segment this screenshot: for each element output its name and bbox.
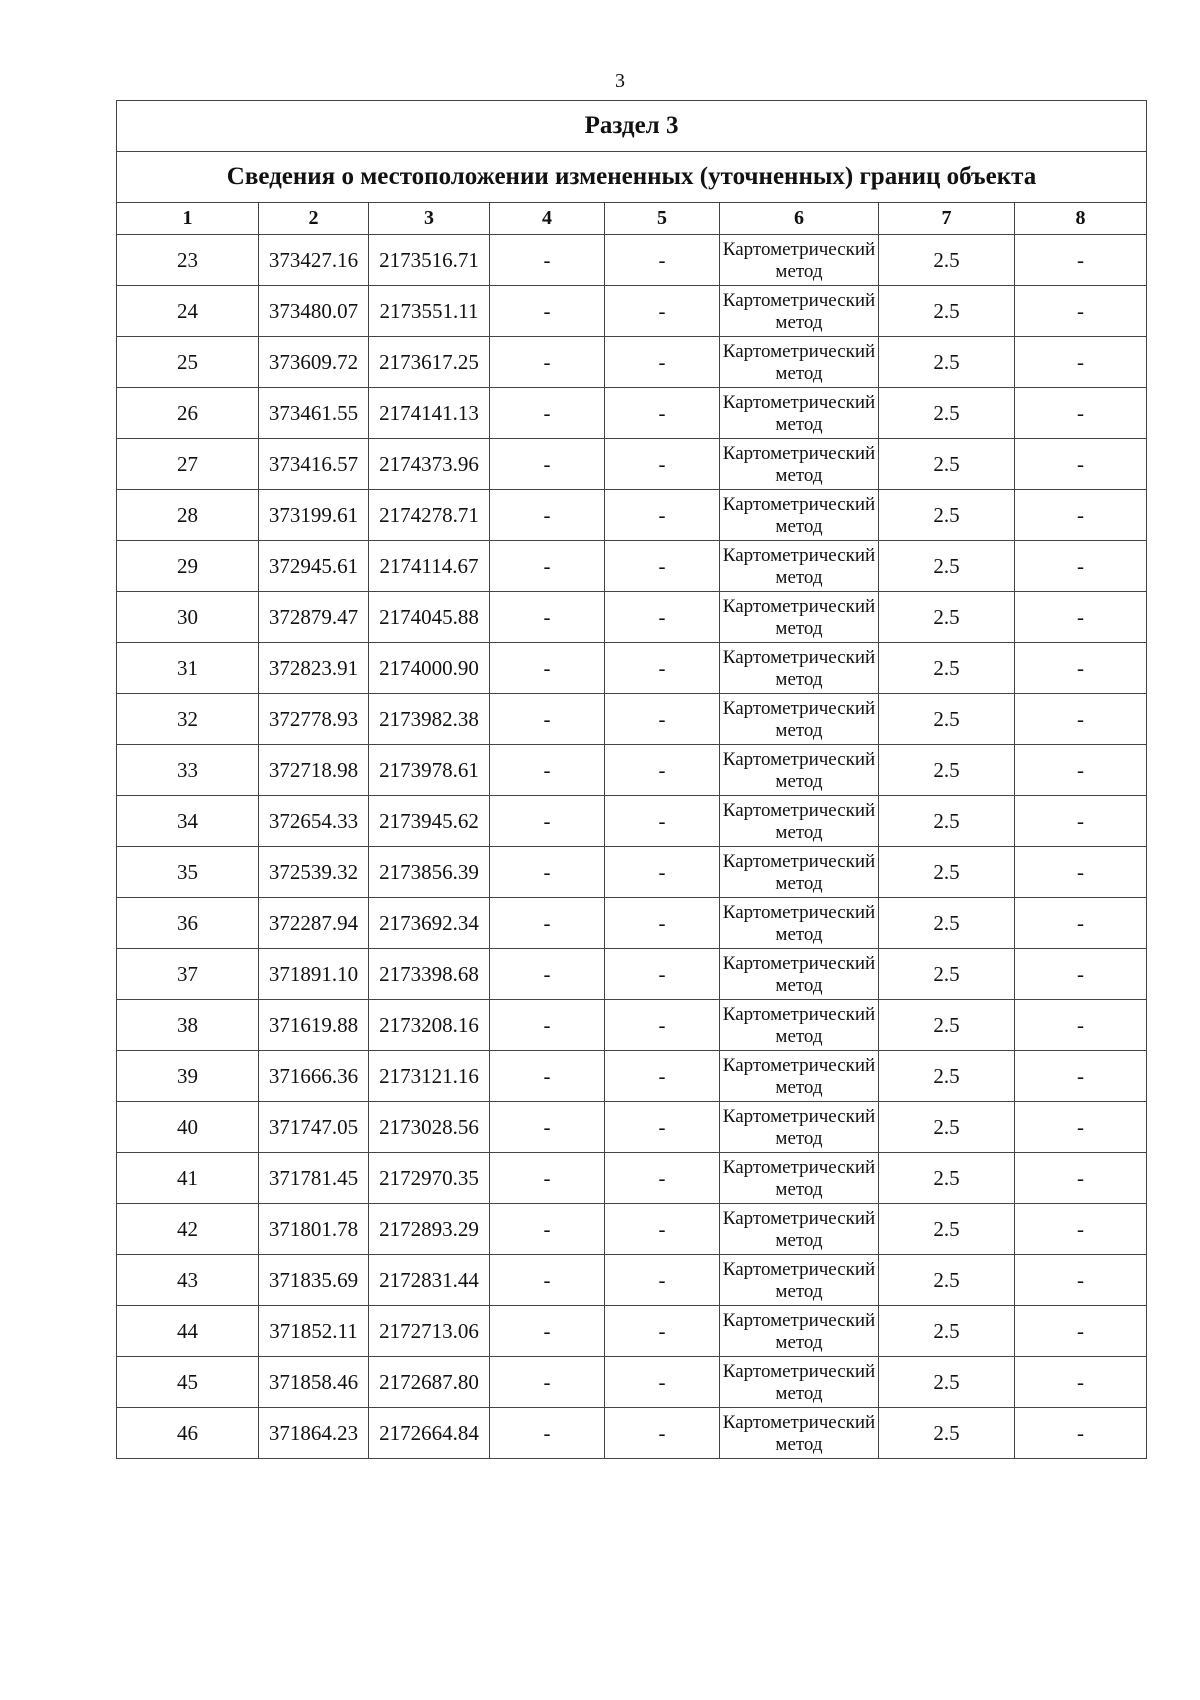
coord-x-cell: 373461.55 [259, 388, 369, 439]
col-5-cell: - [605, 337, 720, 388]
table-row [117, 949, 1147, 1000]
col-8-cell: - [1015, 490, 1147, 541]
point-number-cell: 30 [117, 592, 259, 643]
coord-x-cell: 371891.10 [259, 949, 369, 1000]
table-row [117, 1000, 1147, 1051]
table-row [117, 898, 1147, 949]
coord-x-cell: 371864.23 [259, 1408, 369, 1459]
col-5-cell: - [605, 1204, 720, 1255]
accuracy-cell: 2.5 [879, 898, 1015, 949]
coord-y-cell: 2172664.84 [369, 1408, 490, 1459]
method-cell: Картометрический метод [720, 1102, 879, 1153]
col-8-cell: - [1015, 1051, 1147, 1102]
accuracy-cell: 2.5 [879, 541, 1015, 592]
column-header-4: 4 [490, 203, 605, 235]
col-4-cell: - [490, 286, 605, 337]
accuracy-cell: 2.5 [879, 1306, 1015, 1357]
coord-y-cell: 2173982.38 [369, 694, 490, 745]
col-5-cell: - [605, 490, 720, 541]
col-4-cell: - [490, 541, 605, 592]
method-cell: Картометрический метод [720, 235, 879, 286]
table-row [117, 235, 1147, 286]
col-4-cell: - [490, 1204, 605, 1255]
coord-y-cell: 2174141.13 [369, 388, 490, 439]
method-cell: Картометрический метод [720, 643, 879, 694]
col-8-cell: - [1015, 1255, 1147, 1306]
col-4-cell: - [490, 1000, 605, 1051]
coord-y-cell: 2173516.71 [369, 235, 490, 286]
col-8-cell: - [1015, 592, 1147, 643]
column-header-8: 8 [1015, 203, 1147, 235]
table-row [117, 1051, 1147, 1102]
col-4-cell: - [490, 1153, 605, 1204]
point-number-cell: 31 [117, 643, 259, 694]
column-header-7: 7 [879, 203, 1015, 235]
coord-y-cell: 2173208.16 [369, 1000, 490, 1051]
method-cell: Картометрический метод [720, 1000, 879, 1051]
method-cell: Картометрический метод [720, 1153, 879, 1204]
method-cell: Картометрический метод [720, 1051, 879, 1102]
accuracy-cell: 2.5 [879, 1153, 1015, 1204]
point-number-cell: 23 [117, 235, 259, 286]
column-header-1: 1 [117, 203, 259, 235]
coord-x-cell: 373416.57 [259, 439, 369, 490]
coord-x-cell: 371619.88 [259, 1000, 369, 1051]
accuracy-cell: 2.5 [879, 286, 1015, 337]
accuracy-cell: 2.5 [879, 1000, 1015, 1051]
accuracy-cell: 2.5 [879, 796, 1015, 847]
col-8-cell: - [1015, 1306, 1147, 1357]
method-cell: Картометрический метод [720, 439, 879, 490]
table-row [117, 1408, 1147, 1459]
coord-x-cell: 371852.11 [259, 1306, 369, 1357]
table-row [117, 1204, 1147, 1255]
coord-y-cell: 2173028.56 [369, 1102, 490, 1153]
col-8-cell: - [1015, 745, 1147, 796]
col-5-cell: - [605, 388, 720, 439]
col-8-cell: - [1015, 643, 1147, 694]
method-cell: Картометрический метод [720, 1255, 879, 1306]
coord-y-cell: 2172687.80 [369, 1357, 490, 1408]
coord-x-cell: 373427.16 [259, 235, 369, 286]
column-header-6: 6 [720, 203, 879, 235]
column-header-3: 3 [369, 203, 490, 235]
col-4-cell: - [490, 490, 605, 541]
col-8-cell: - [1015, 1408, 1147, 1459]
col-5-cell: - [605, 796, 720, 847]
coord-y-cell: 2173856.39 [369, 847, 490, 898]
col-8-cell: - [1015, 337, 1147, 388]
table-row [117, 592, 1147, 643]
coord-y-cell: 2173551.11 [369, 286, 490, 337]
coord-x-cell: 372945.61 [259, 541, 369, 592]
col-5-cell: - [605, 439, 720, 490]
col-5-cell: - [605, 286, 720, 337]
coord-y-cell: 2173398.68 [369, 949, 490, 1000]
coord-x-cell: 371747.05 [259, 1102, 369, 1153]
point-number-cell: 39 [117, 1051, 259, 1102]
point-number-cell: 42 [117, 1204, 259, 1255]
point-number-cell: 37 [117, 949, 259, 1000]
col-4-cell: - [490, 745, 605, 796]
accuracy-cell: 2.5 [879, 949, 1015, 1000]
coord-y-cell: 2172831.44 [369, 1255, 490, 1306]
table-row [117, 1255, 1147, 1306]
coord-y-cell: 2172713.06 [369, 1306, 490, 1357]
coord-y-cell: 2173121.16 [369, 1051, 490, 1102]
method-cell: Картометрический метод [720, 694, 879, 745]
coordinates-table [116, 100, 1147, 1459]
table-row [117, 643, 1147, 694]
col-8-cell: - [1015, 1153, 1147, 1204]
col-5-cell: - [605, 847, 720, 898]
col-8-cell: - [1015, 694, 1147, 745]
method-cell: Картометрический метод [720, 337, 879, 388]
method-cell: Картометрический метод [720, 898, 879, 949]
column-header-row [117, 203, 1147, 235]
coord-x-cell: 372718.98 [259, 745, 369, 796]
accuracy-cell: 2.5 [879, 1408, 1015, 1459]
table-row [117, 1357, 1147, 1408]
col-5-cell: - [605, 643, 720, 694]
col-4-cell: - [490, 235, 605, 286]
point-number-cell: 26 [117, 388, 259, 439]
coord-x-cell: 371835.69 [259, 1255, 369, 1306]
accuracy-cell: 2.5 [879, 337, 1015, 388]
col-5-cell: - [605, 694, 720, 745]
coord-y-cell: 2174000.90 [369, 643, 490, 694]
coord-y-cell: 2173945.62 [369, 796, 490, 847]
coord-x-cell: 373199.61 [259, 490, 369, 541]
method-cell: Картометрический метод [720, 286, 879, 337]
col-5-cell: - [605, 1102, 720, 1153]
coord-x-cell: 372287.94 [259, 898, 369, 949]
col-5-cell: - [605, 1153, 720, 1204]
col-5-cell: - [605, 235, 720, 286]
coord-y-cell: 2174045.88 [369, 592, 490, 643]
col-5-cell: - [605, 898, 720, 949]
method-cell: Картометрический метод [720, 1306, 879, 1357]
table-body [117, 235, 1147, 1459]
col-5-cell: - [605, 745, 720, 796]
method-cell: Картометрический метод [720, 1204, 879, 1255]
point-number-cell: 38 [117, 1000, 259, 1051]
col-8-cell: - [1015, 388, 1147, 439]
col-8-cell: - [1015, 235, 1147, 286]
table-row [117, 388, 1147, 439]
coord-x-cell: 372823.91 [259, 643, 369, 694]
accuracy-cell: 2.5 [879, 439, 1015, 490]
point-number-cell: 41 [117, 1153, 259, 1204]
coord-x-cell: 372778.93 [259, 694, 369, 745]
col-5-cell: - [605, 1051, 720, 1102]
col-4-cell: - [490, 337, 605, 388]
point-number-cell: 46 [117, 1408, 259, 1459]
col-8-cell: - [1015, 1357, 1147, 1408]
col-5-cell: - [605, 1306, 720, 1357]
accuracy-cell: 2.5 [879, 1051, 1015, 1102]
coord-x-cell: 371858.46 [259, 1357, 369, 1408]
accuracy-cell: 2.5 [879, 1357, 1015, 1408]
col-8-cell: - [1015, 1204, 1147, 1255]
col-8-cell: - [1015, 439, 1147, 490]
point-number-cell: 24 [117, 286, 259, 337]
method-cell: Картометрический метод [720, 592, 879, 643]
coord-x-cell: 371801.78 [259, 1204, 369, 1255]
accuracy-cell: 2.5 [879, 1255, 1015, 1306]
table-row [117, 337, 1147, 388]
method-cell: Картометрический метод [720, 490, 879, 541]
table-row [117, 439, 1147, 490]
method-cell: Картометрический метод [720, 949, 879, 1000]
method-cell: Картометрический метод [720, 796, 879, 847]
col-4-cell: - [490, 388, 605, 439]
table-row [117, 1306, 1147, 1357]
page-number: 3 [615, 70, 625, 92]
col-8-cell: - [1015, 796, 1147, 847]
point-number-cell: 27 [117, 439, 259, 490]
col-8-cell: - [1015, 898, 1147, 949]
accuracy-cell: 2.5 [879, 847, 1015, 898]
col-4-cell: - [490, 439, 605, 490]
accuracy-cell: 2.5 [879, 1102, 1015, 1153]
table-row [117, 796, 1147, 847]
point-number-cell: 35 [117, 847, 259, 898]
coord-x-cell: 373480.07 [259, 286, 369, 337]
col-5-cell: - [605, 1408, 720, 1459]
col-4-cell: - [490, 1051, 605, 1102]
col-8-cell: - [1015, 847, 1147, 898]
coord-x-cell: 372539.32 [259, 847, 369, 898]
table-row [117, 541, 1147, 592]
coord-x-cell: 372654.33 [259, 796, 369, 847]
point-number-cell: 29 [117, 541, 259, 592]
col-4-cell: - [490, 1306, 605, 1357]
col-4-cell: - [490, 847, 605, 898]
col-5-cell: - [605, 592, 720, 643]
col-4-cell: - [490, 1408, 605, 1459]
coord-y-cell: 2173692.34 [369, 898, 490, 949]
point-number-cell: 32 [117, 694, 259, 745]
table-row [117, 694, 1147, 745]
coord-x-cell: 371781.45 [259, 1153, 369, 1204]
section-title: Раздел 3 [117, 101, 1147, 152]
method-cell: Картометрический метод [720, 745, 879, 796]
coord-y-cell: 2174114.67 [369, 541, 490, 592]
accuracy-cell: 2.5 [879, 694, 1015, 745]
point-number-cell: 40 [117, 1102, 259, 1153]
coord-y-cell: 2173617.25 [369, 337, 490, 388]
col-4-cell: - [490, 1255, 605, 1306]
coord-y-cell: 2174373.96 [369, 439, 490, 490]
col-5-cell: - [605, 1000, 720, 1051]
col-4-cell: - [490, 694, 605, 745]
point-number-cell: 33 [117, 745, 259, 796]
column-header-2: 2 [259, 203, 369, 235]
accuracy-cell: 2.5 [879, 745, 1015, 796]
coord-y-cell: 2172970.35 [369, 1153, 490, 1204]
point-number-cell: 28 [117, 490, 259, 541]
method-cell: Картометрический метод [720, 388, 879, 439]
col-8-cell: - [1015, 541, 1147, 592]
accuracy-cell: 2.5 [879, 490, 1015, 541]
accuracy-cell: 2.5 [879, 592, 1015, 643]
col-4-cell: - [490, 592, 605, 643]
accuracy-cell: 2.5 [879, 643, 1015, 694]
accuracy-cell: 2.5 [879, 235, 1015, 286]
method-cell: Картометрический метод [720, 1408, 879, 1459]
method-cell: Картометрический метод [720, 1357, 879, 1408]
col-4-cell: - [490, 643, 605, 694]
table-row [117, 745, 1147, 796]
coord-x-cell: 372879.47 [259, 592, 369, 643]
col-5-cell: - [605, 1357, 720, 1408]
column-header-5: 5 [605, 203, 720, 235]
coord-x-cell: 373609.72 [259, 337, 369, 388]
table-row [117, 286, 1147, 337]
table-row [117, 1153, 1147, 1204]
coord-x-cell: 371666.36 [259, 1051, 369, 1102]
point-number-cell: 36 [117, 898, 259, 949]
table-row [117, 1102, 1147, 1153]
accuracy-cell: 2.5 [879, 388, 1015, 439]
col-8-cell: - [1015, 1000, 1147, 1051]
accuracy-cell: 2.5 [879, 1204, 1015, 1255]
col-4-cell: - [490, 898, 605, 949]
coord-y-cell: 2173978.61 [369, 745, 490, 796]
col-4-cell: - [490, 1357, 605, 1408]
point-number-cell: 45 [117, 1357, 259, 1408]
col-5-cell: - [605, 541, 720, 592]
col-4-cell: - [490, 949, 605, 1000]
table-row [117, 490, 1147, 541]
col-8-cell: - [1015, 1102, 1147, 1153]
method-cell: Картометрический метод [720, 847, 879, 898]
table-row [117, 847, 1147, 898]
point-number-cell: 34 [117, 796, 259, 847]
point-number-cell: 44 [117, 1306, 259, 1357]
point-number-cell: 43 [117, 1255, 259, 1306]
col-4-cell: - [490, 1102, 605, 1153]
coord-y-cell: 2172893.29 [369, 1204, 490, 1255]
col-5-cell: - [605, 1255, 720, 1306]
point-number-cell: 25 [117, 337, 259, 388]
method-cell: Картометрический метод [720, 541, 879, 592]
section-subtitle: Сведения о местоположении измененных (уточненных) границ объекта [117, 152, 1147, 203]
coord-y-cell: 2174278.71 [369, 490, 490, 541]
col-8-cell: - [1015, 949, 1147, 1000]
col-5-cell: - [605, 949, 720, 1000]
col-4-cell: - [490, 796, 605, 847]
col-8-cell: - [1015, 286, 1147, 337]
